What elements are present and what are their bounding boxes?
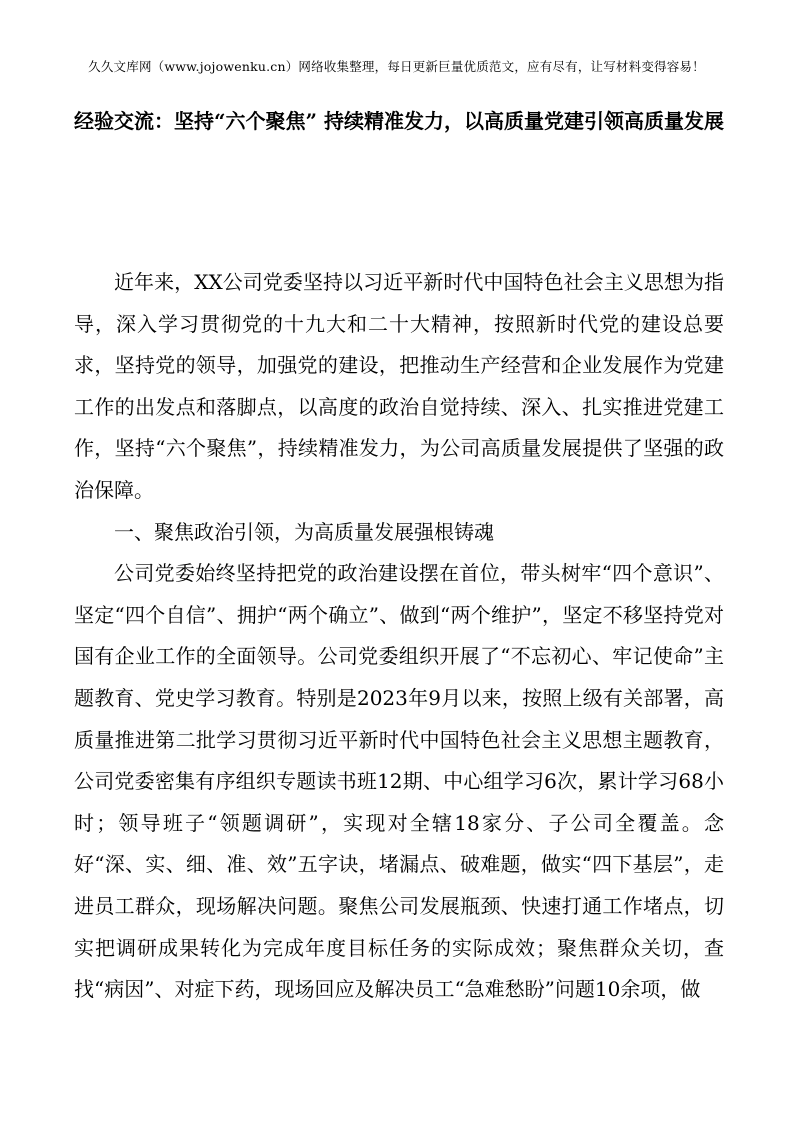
body-paragraph: 公司党委始终坚持把党的政治建设摆在首位，带头树牢“四个意识”、坚定“四个自信”、拥护“两个确立”、做到“两个维护”，坚定不移坚持党对国有企业工作的全面领导。公司党委组织开展了“不忘初心、牢记使命”主题教育、党史学习教育。特别是2023年9月以来，按照上级有关部署，高质量推进第二批学习贯彻习近平新时代中国特色社会主义思想主题教育，公司党委密集有序组织专题读书班12期、中心组学习6次，累计学习68小时；领导班子“领题调研”，实现对全辖18家分、子公司全覆盖。念好“深、实、细、准、效”五字诀，堵漏点、破难题，做实“四下基层”，走进员工群众，现场解决问题。聚焦公司发展瓶颈、快速打通工作堵点，切实把调研成果转化为完成年度目标任务的实际成效；聚焦群众关切，查找“病因”、对症下药，现场回应及解决员工“急难愁盼”问题10余项，做 (74, 561, 724, 1002)
document-title: 经验交流：坚持“六个聚焦” 持续精准发力，以高质量党建引领高质量发展 (74, 109, 724, 133)
section-heading: 一、聚焦政治引领，为高质量发展强根铸魂 (114, 519, 494, 544)
document-body (74, 262, 724, 1011)
page-header: 久久文库网（www.jojowenku.cn）网络收集整理，每日更新巨量优质范文，应有尽有，让写材料变得容易！ (88, 59, 705, 74)
intro-paragraph: 近年来，XX公司党委坚持以习近平新时代中国特色社会主义思想为指导，深入学习贯彻党的十九大和二十大精神，按照新时代党的建设总要求，坚持党的领导，加强党的建设，把推动生产经营和企业发展作为党建工作的出发点和落脚点，以高度的政治自觉持续、深入、扎实推进党建工作，坚持“六个聚焦”，持续精准发力，为公司高质量发展提供了坚强的政治保障。 (74, 270, 724, 502)
